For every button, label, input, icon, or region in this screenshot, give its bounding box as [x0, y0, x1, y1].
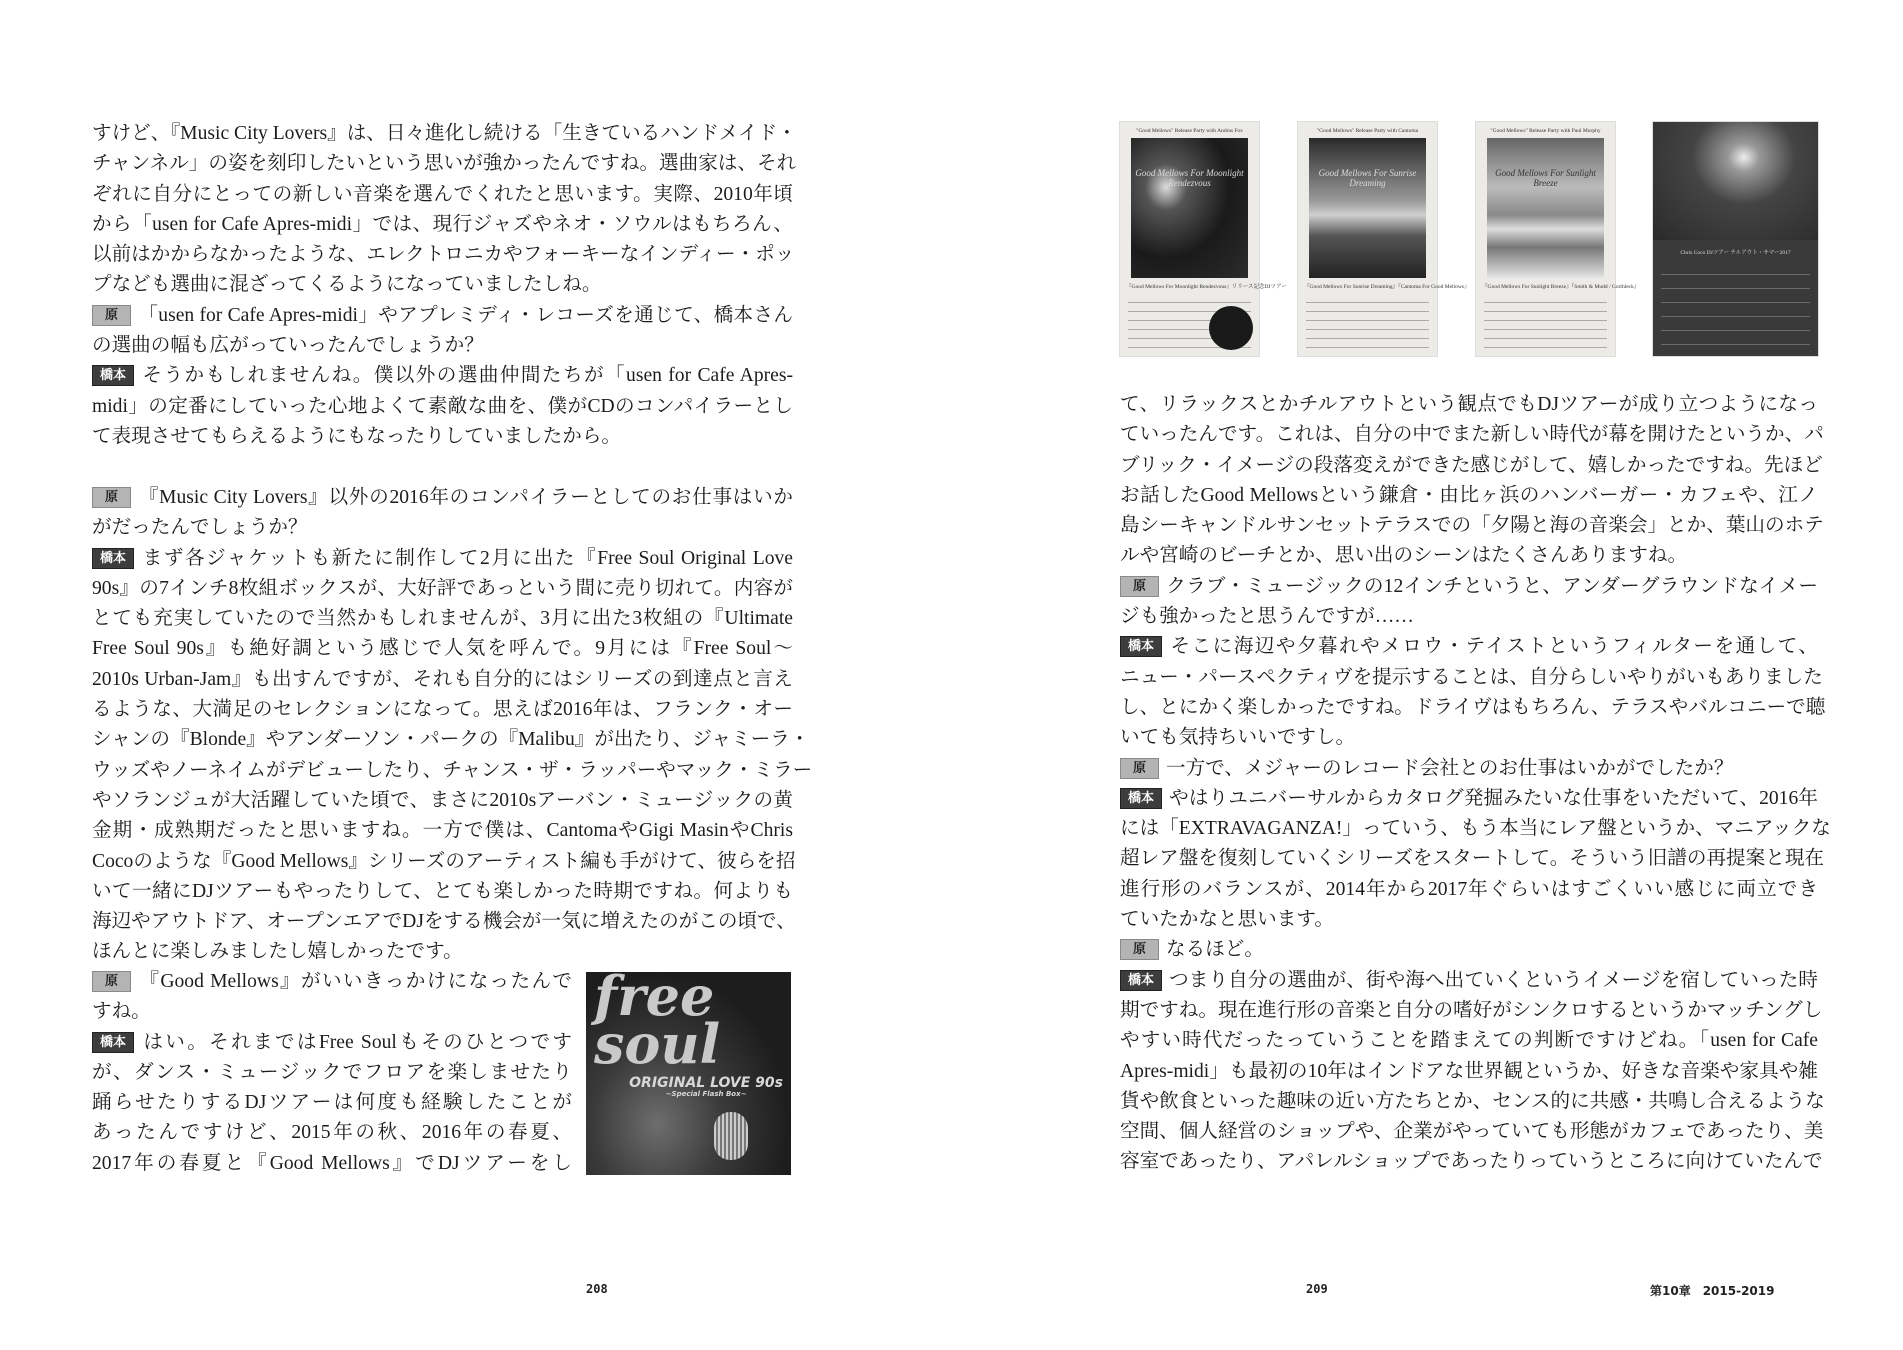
- line-text: 島シーキャンドルサンセットテラスでの「夕陽と海の音楽会」とか、葉山のホテ: [1120, 515, 1824, 537]
- microphone-icon: [714, 1112, 748, 1160]
- text-line: [1120, 451, 1823, 481]
- cover-title: free soul: [594, 964, 721, 1076]
- line-text: 期ですね。現在進行形の音楽と自分の嗜好がシンクロするというかマッチングし: [1120, 999, 1823, 1021]
- flyer-header: "Good Mellows" Release Party with Paul Murphy: [1490, 128, 1601, 134]
- text-line: [92, 240, 793, 270]
- speaker-tag-hashimoto: 橋本: [92, 365, 134, 386]
- line-text: シャンの『Blonde』やアンダーソン・パークの『Malibu』が出たり、ジャミーラ・: [92, 729, 810, 751]
- line-text: つまり自分の選曲が、街や海へ出ていくというイメージを宿していった時: [1169, 969, 1818, 991]
- line-text: すけど、『Music City Lovers』は、日々進化し続ける「生きているハンドメイド・: [92, 123, 797, 144]
- line-text: 海辺やアウトドア、オープンエアでDJをする機会が一気に増えたのがこの頃で、: [92, 911, 796, 933]
- text-line: [92, 422, 793, 452]
- text-line: [92, 392, 793, 422]
- text-line: [92, 544, 793, 574]
- text-line: [1120, 602, 1818, 632]
- text-line: [1120, 481, 1818, 511]
- free-soul-album-cover-image: [586, 964, 791, 1175]
- line-text: いて一緒にDJツアーもやったりして、とても楽しかった時期ですね。何よりも: [92, 880, 793, 902]
- text-line: [92, 847, 796, 877]
- text-line: [92, 877, 793, 907]
- line-text: クラブ・ミュージックの12インチというと、アンダーグラウンドなイメー: [1166, 575, 1818, 597]
- line-text: て表現させてもらえるようにもなったりしていましたから。: [92, 425, 622, 447]
- left-text-section-c: [92, 967, 572, 1179]
- flyer-artwork: [1653, 122, 1818, 240]
- speaker-tag-hashimoto: 橋本: [1120, 788, 1162, 809]
- text-line: [1120, 1117, 1824, 1147]
- line-text: が、ダンス・ミュージックでフロアを楽しませたり: [92, 1061, 572, 1083]
- running-head: 第10章 2015-2019: [1650, 1284, 1775, 1298]
- text-line: [92, 1058, 572, 1088]
- line-text: ニュー・パースペクティヴを提示することは、自分らしいやりがいもありました: [1120, 666, 1823, 688]
- line-text: そうかもしれませんね。僕以外の選曲仲間たちが「usen for Cafe Apres-: [141, 365, 793, 387]
- text-line: [92, 786, 793, 816]
- page-number-left: 208: [586, 1282, 608, 1296]
- line-text: 貨や飲食といった趣味の近い方たちとか、センス的に共感・共鳴し合えるような: [1120, 1090, 1825, 1112]
- line-text: ほんとに楽しみましたし嬉しかったです。: [92, 941, 463, 963]
- text-line: [92, 149, 797, 179]
- text-line: [92, 816, 793, 846]
- text-line: [92, 604, 793, 634]
- line-text: Cocoのような『Good Mellows』シリーズのアーティスト編も手がけて、彼らを招: [92, 850, 796, 872]
- line-text: ていったんです。これは、自分の中でまた新しい時代が幕を開けたというか、パ: [1120, 424, 1824, 446]
- text-line: [92, 270, 793, 300]
- line-text: はい。それまではFree Soulもそのひとつです: [141, 1031, 572, 1053]
- text-line: [92, 483, 793, 513]
- line-text: 以前はかからなかったような、エレクトロニカやフォーキーなインディー・ポッ: [92, 244, 795, 266]
- text-line: [1120, 1087, 1825, 1117]
- cover-subtitle: [629, 1076, 783, 1099]
- flyer-caption: 『Good Mellows For Sunlight Breeze』『Smith & Mudd / Gorthleck』: [1482, 284, 1640, 290]
- line-text: 90s』の7インチ8枚組ボックスが、大好評であっという間に売り切れて。内容が: [92, 577, 793, 599]
- cover-subtitle-text: ORIGINAL LOVE 90s: [629, 1075, 783, 1091]
- text-line: [92, 361, 793, 391]
- text-line: [1120, 905, 1818, 935]
- flyer-caption: 『Good Mellows For Sunrise Dreaming』『Cantoma For Good Mellows』: [1304, 284, 1470, 290]
- line-text: 「usen for Cafe Apres-midi」やアプレミディ・レコーズを通じて、橋本さん: [138, 304, 793, 326]
- flyer-caption: Chris Coco DJツアー チルアウト・サマー2017: [1680, 250, 1791, 256]
- flyer-header: "Good Mellows" Release Party with Andras Fox: [1136, 128, 1243, 134]
- line-text: やはりユニバーサルからカタログ発掘みたいな仕事をいただいて、2016年: [1169, 787, 1818, 809]
- left-text-section-a: [92, 119, 797, 452]
- text-line: [92, 756, 813, 786]
- text-line: [92, 967, 572, 997]
- line-text: 踊らせたりするDJツアーは何度も経験したことが: [92, 1092, 572, 1114]
- text-line: [1120, 1057, 1818, 1087]
- speaker-tag-hashimoto: 橋本: [92, 548, 134, 569]
- text-line: [1120, 996, 1823, 1026]
- line-text: やすい時代だったっていうことを踏まえての判断ですけどね。「usen for Cafe: [1120, 1030, 1818, 1052]
- line-text: いても気持ちいいですし。: [1120, 727, 1356, 749]
- line-text: midi」の定番にしていった心地よくて素敵な曲を、僕がCDのコンパイラーとし: [92, 395, 793, 417]
- text-line: [1120, 572, 1818, 602]
- flyer-title: Good Mellows For Moonlight Rendezvous: [1135, 168, 1244, 188]
- text-line: [92, 725, 810, 755]
- text-line: [92, 997, 572, 1027]
- line-text: 空間、個人経営のショップや、企業がやっていても形態がカフェであったり、美: [1120, 1121, 1824, 1143]
- text-line: [1120, 844, 1825, 874]
- left-text-section-b: [92, 483, 813, 968]
- flyer-header: "Good Mellows" Release Party with Cantoma: [1316, 128, 1419, 134]
- line-text: 2010s Urban-Jam』も出すんですが、それも自分的にはシリーズの到達点と言え: [92, 668, 793, 690]
- line-text: とても充実していたので当然かもしれませんが、3月に出た3枚組の『Ultimate: [92, 608, 793, 630]
- speaker-tag-hara: 原: [92, 487, 131, 508]
- flyer-schedule: [1484, 298, 1607, 348]
- line-text: 金期・成熟期だったと思いますね。一方で僕は、CantomaやGigi MasinやChris: [92, 820, 793, 842]
- text-line: [92, 1149, 572, 1179]
- text-line: [1120, 814, 1831, 844]
- text-line: [92, 1118, 572, 1148]
- flyer-artwork: [1131, 138, 1248, 278]
- line-text: まず各ジャケットも新たに制作して2月に出た『Free Soul Original Love: [141, 547, 793, 569]
- text-line: [92, 695, 793, 725]
- flyer-chris-coco: [1653, 122, 1818, 356]
- speaker-tag-hara: 原: [1120, 939, 1159, 960]
- line-text: そこに海辺や夕暮れやメロウ・テイストというフィルターを通して、: [1169, 636, 1818, 658]
- flyer-schedule: [1306, 298, 1429, 348]
- text-line: [92, 1088, 572, 1118]
- right-text-section: [1120, 390, 1831, 1178]
- line-text: ぞれに自分にとっての新しい音楽を選んでくれたと思います。実際、2010年頃: [92, 183, 793, 205]
- text-line: [1120, 420, 1824, 450]
- text-line: [1120, 935, 1818, 965]
- text-line: [1120, 875, 1818, 905]
- line-text: 超レア盤を復刻していくシリーズをスタートして。そういう旧譜の再提案と現在: [1120, 848, 1825, 870]
- line-text: 『Good Mellows』がいいきっかけになったんで: [138, 971, 572, 992]
- flyer-title: Good Mellows For Sunrise Dreaming: [1318, 168, 1417, 188]
- text-line: [92, 513, 793, 543]
- flyer-artwork: [1487, 138, 1604, 278]
- text-line: [1120, 390, 1818, 420]
- line-text: て、リラックスとかチルアウトという観点でもDJツアーが成り立つようになっ: [1120, 394, 1818, 415]
- line-text: Apres-midi」も最初の10年はインドアな世界観というか、好きな音楽や家具や雑: [1120, 1060, 1818, 1082]
- text-line: [1120, 723, 1818, 753]
- flyer-cantoma: [1298, 122, 1470, 356]
- line-text: なるほど。: [1166, 939, 1264, 961]
- speaker-tag-hara: 原: [92, 305, 131, 326]
- line-text: やソランジュが大活躍していた頃で、まさに2010sアーバン・ミュージックの黄: [92, 789, 793, 811]
- line-text: し、とにかく楽しかったですね。ドライヴはもちろん、テラスやバルコニーで聴: [1120, 696, 1826, 718]
- text-line: [92, 331, 793, 361]
- line-text: ていたかなと思います。: [1120, 909, 1334, 931]
- text-line: [1120, 966, 1818, 996]
- flyer-caption: 『Good Mellows For Moonlight Rendezvous』リリース記念DJツアー: [1126, 284, 1287, 290]
- text-line: [92, 665, 793, 695]
- line-text: ブリック・イメージの段落変えができた感じがして、嬉しかったですね。先ほど: [1120, 454, 1823, 476]
- text-line: [1120, 663, 1823, 693]
- text-line: [1120, 693, 1826, 723]
- speaker-tag-hara: 原: [1120, 576, 1159, 597]
- line-text: 一方で、メジャーのレコード会社とのお仕事はいかがでしたか？: [1166, 757, 1734, 779]
- line-text: 容室であったり、アパレルショップであったりっていうところに向けていたんで: [1120, 1151, 1823, 1173]
- line-text: がだったんでしょうか？: [92, 517, 308, 539]
- text-line: [92, 1028, 572, 1058]
- line-text: お話したGood Mellowsという鎌倉・由比ヶ浜のハンバーガー・カフェや、江ノ: [1120, 484, 1818, 506]
- line-text: から「usen for Cafe Apres-midi」では、現行ジャズやネオ・ソウルはもちろん、: [92, 213, 793, 235]
- text-line: [92, 301, 793, 331]
- text-line: [92, 907, 796, 937]
- line-text: チャンネル」の姿を刻印したいという思いが強かったんですね。選曲家は、それ: [92, 153, 797, 175]
- text-line: [92, 634, 793, 664]
- speaker-tag-hashimoto: 橋本: [92, 1032, 134, 1053]
- flyer-andras-fox: [1120, 122, 1287, 356]
- text-line: [1120, 754, 1818, 784]
- text-line: [1120, 541, 1818, 571]
- line-text: 進行形のバランスが、2014年から2017年ぐらいはすごくいい感じに両立でき: [1120, 878, 1818, 900]
- text-line: [92, 119, 797, 149]
- line-text: ルや宮崎のビーチとか、思い出のシーンはたくさんありますね。: [1120, 545, 1688, 567]
- flyer-schedule: [1661, 268, 1810, 348]
- speaker-tag-hara: 原: [92, 971, 131, 992]
- text-line: [92, 574, 793, 604]
- line-text: には「EXTRAVAGANZA!」っていう、もう本当にレア盤というか、マニアックな: [1120, 818, 1831, 840]
- text-line: [92, 210, 793, 240]
- flyer-badge: [1209, 306, 1253, 350]
- flyer-title: Good Mellows For Sunlight Breeze: [1495, 168, 1596, 188]
- line-text: すね。: [92, 1001, 151, 1023]
- flyer-paul-murphy: [1476, 122, 1640, 356]
- line-text: 2017年の春夏と『Good Mellows』でDJツアーをし: [92, 1152, 572, 1174]
- line-text: ウッズやノーネイムがデビューしたり、チャンス・ザ・ラッパーやマック・ミラー: [92, 759, 813, 781]
- speaker-tag-hashimoto: 橋本: [1120, 970, 1162, 991]
- line-text: の選曲の幅も広がっていったんでしょうか？: [92, 335, 484, 357]
- line-text: るような、大満足のセレクションになって。思えば2016年は、フランク・オー: [92, 699, 793, 721]
- line-text: Free Soul 90s』も絶好調という感じで人気を呼んで。9月には『Free Soul〜: [92, 638, 793, 660]
- text-line: [92, 180, 793, 210]
- text-line: [1120, 784, 1818, 814]
- text-line: [1120, 1026, 1818, 1056]
- speaker-tag-hashimoto: 橋本: [1120, 636, 1162, 657]
- flyer-artwork: [1309, 138, 1426, 278]
- line-text: 『Music City Lovers』以外の2016年のコンパイラーとしてのお仕事はいか: [138, 487, 793, 508]
- line-text: プなども選曲に混ざってくるようになっていましたしね。: [92, 274, 602, 296]
- text-line: [1120, 632, 1818, 662]
- line-text: ジも強かったと思うんですが……: [1120, 606, 1414, 628]
- cover-note: ~Special Flash Box~: [665, 1090, 747, 1098]
- text-line: [1120, 1147, 1823, 1177]
- line-text: あったんですけど、2015年の秋、2016年の春夏、: [92, 1122, 572, 1144]
- page-number-right: 209: [1306, 1282, 1328, 1296]
- text-line: [1120, 511, 1824, 541]
- speaker-tag-hara: 原: [1120, 758, 1159, 779]
